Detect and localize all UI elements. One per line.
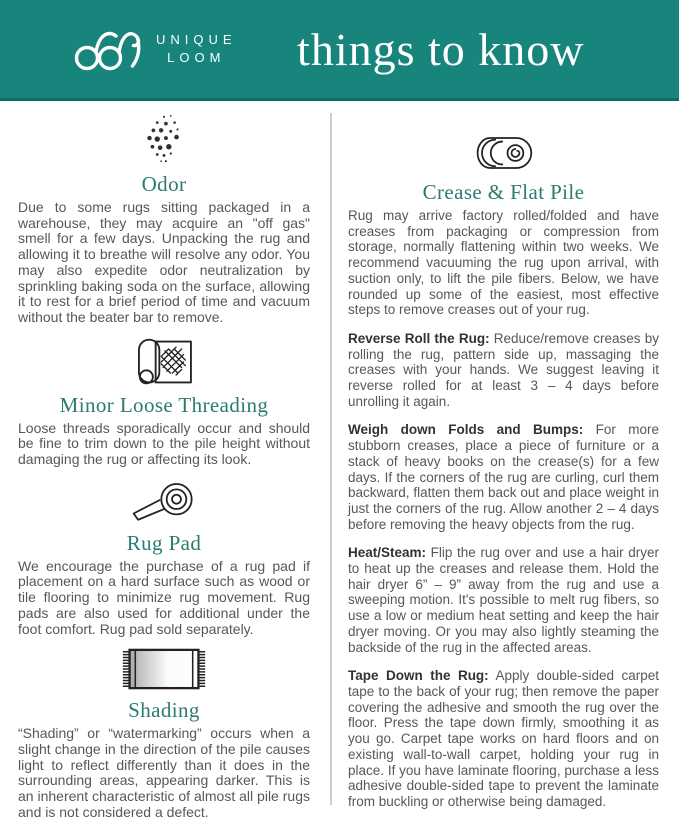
section-odor [18, 113, 310, 326]
title-wrap [237, 23, 645, 76]
tip-body-reverse-roll: Reduce/remove creases by rolling the rug, pattern side up, massaging the creases with your hands. We suggest leaving it reverse rolled for at least 3 – 4 days before unrolling it again. [348, 330, 659, 409]
section-body-odor: Due to some rugs sitting packaged in a warehouse, they may acquire an "off gas" smell for a few days. Unpacking the rug and allowing it to breathe will resolve any odor. You may also expedite odor neutralization by sprinkling baking soda on the surface, allowing it to rest for a brief period of time and vacuum without the beater bar to remove. [18, 199, 310, 325]
tip-body-heat-steam: Flip the rug over and use a hair dryer to heat up the creases and release them. Hold the hair dryer 6” – 9” away from the rug and use a sweeping motion. It's possible to melt rug fibers, so use a low or medium heat setting and keep the hair dryer moving. Or you may also lightly steaming the backside of the rug in the affected areas. [348, 545, 659, 655]
odor-dots-icon [18, 113, 310, 167]
tip-reverse-roll [348, 331, 659, 410]
tip-label-tape-down: Tape Down the Rug: [348, 668, 489, 684]
brand-line-2: LOOM [167, 50, 226, 65]
section-heading-rug-pad: Rug Pad [126, 530, 202, 555]
left-column [0, 113, 330, 820]
section-rug-pad [18, 476, 310, 638]
page-title: things to know [297, 23, 585, 75]
section-body-threading: Loose threads sporadically occur and should be fine to trim down to the pile height without damaging the rug or affecting its look. [18, 419, 310, 468]
right-column [330, 113, 679, 820]
tip-heat-steam [348, 545, 659, 655]
section-body-rug-pad: We encourage the purchase of a rug pad if placement on a hard surface such as wood or tile flooring to minimize rug movement. Rug pads are also used for additional under the foot comfort. Rug pad sold separately. [18, 557, 310, 637]
brand [72, 23, 237, 75]
unique-loom-logo-icon [72, 23, 144, 75]
section-shading [18, 645, 310, 820]
section-heading-crease: Crease & Flat Pile [422, 180, 585, 204]
section-body-shading: “Shading” or “watermarking” occurs when a slight change in the direction of the pile causes light to reflect differently than it does in the surrounding areas, appearing darker. This is an inherent characteristic of almost all pile rugs and is not considered a defect. [18, 725, 310, 820]
section-body-crease: Rug may arrive factory rolled/folded and have creases from packaging or compression from storage, normally flattening within two weeks. We recommend vacuuming the rug upon arrival, with suction only, to lift the pile fibers. Below, we have rounded up some of the easiest, most effective steps to remove creases out of your rug. [348, 208, 659, 318]
section-threading [18, 336, 310, 468]
column-divider [330, 113, 332, 805]
section-heading-odor: Odor [141, 172, 187, 196]
rolled-rug-icon [348, 131, 659, 175]
brand-line-1: UNIQUE [156, 32, 237, 48]
rug-pad-roll-icon [18, 476, 310, 526]
content [0, 101, 679, 820]
rolled-fabric-icon [18, 336, 310, 388]
shaded-rug-icon [18, 645, 310, 693]
section-heading-threading: Minor Loose Threading [59, 392, 269, 417]
section-crease [348, 131, 659, 318]
tip-label-reverse-roll: Reverse Roll the Rug: [348, 330, 490, 346]
tip-body-weigh-down: For more stubborn creases, place a piece of furniture or a stack of heavy books on the crease(s) for a few days. If the corners of the rug are curling, curl them backward, flatten them back out and place weight in just the corners of the rug. Allow another 2 – 4 days before removing the heavy objects from the rug. [348, 422, 659, 532]
tip-weigh-down [348, 422, 659, 532]
section-heading-shading: Shading [128, 698, 200, 723]
header [0, 0, 679, 101]
tip-label-heat-steam: Heat/Steam: [348, 545, 427, 561]
tip-tape-down [348, 668, 659, 809]
tip-label-weigh-down: Weigh down Folds and Bumps: [348, 422, 584, 438]
tip-body-tape-down: Apply double-sided carpet tape to the back of your rug; then remove the paper covering the adhesive and smooth the rug over the floor. Press the tape down firmly, smoothing it as you go. Carpet tape works on hard floors and on existing wall-to-wall carpet, holding your rug in place. If you have laminate flooring, purchase a less adhesive double-sided tape to prevent the laminate from buckling or otherwise being damaged. [348, 668, 659, 809]
brand-name [156, 31, 237, 66]
